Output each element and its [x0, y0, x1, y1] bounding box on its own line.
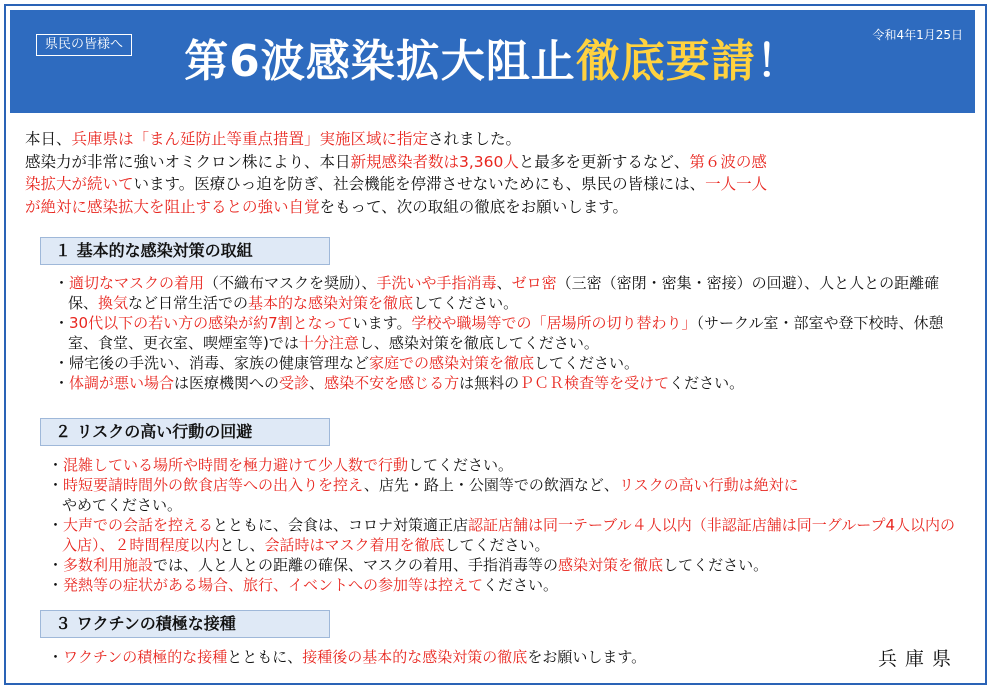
- item-seg: をお願いします。: [527, 648, 647, 666]
- intro-seg: 本日、: [25, 130, 72, 148]
- item-seg-red: 接種後の基本的な感染対策の徹底: [302, 648, 528, 666]
- section-3-list: [48, 647, 828, 667]
- item-seg-red: ゼロ密: [511, 274, 557, 292]
- list-item: [54, 373, 964, 393]
- list-item: [48, 475, 958, 515]
- item-seg-red: 家庭での感染対策を徹底: [369, 354, 535, 372]
- section-2-list: [48, 455, 958, 595]
- item-seg: （不織布マスクを奨励）、: [204, 274, 377, 292]
- item-seg-red: 体調が悪い場合: [69, 374, 175, 392]
- list-item: [48, 515, 958, 555]
- intro-seg-red: 染拡大が続いて: [25, 175, 134, 193]
- item-seg-red: 多数利用施設: [63, 556, 154, 574]
- item-seg: してください。: [408, 456, 514, 474]
- list-item: [48, 555, 958, 575]
- item-seg: 、: [496, 274, 512, 292]
- item-seg-red: 受診: [279, 374, 310, 392]
- item-seg-red: 30代以下の若い方の感染が約7割となって: [69, 314, 353, 332]
- item-seg-red: 少人数で行動: [318, 456, 409, 474]
- intro-seg: をもって、次の取組の徹底をお願いします。: [319, 197, 628, 216]
- item-seg-red: 換気: [98, 294, 129, 312]
- item-seg: とし、: [219, 536, 265, 554]
- item-seg: ください。: [107, 496, 183, 514]
- item-seg-red: 感染不安を感じる方: [324, 374, 460, 392]
- item-seg-red: ワクチンの積極的な接種: [63, 648, 228, 666]
- item-seg: ください。: [483, 576, 559, 594]
- item-seg: してください。: [663, 556, 769, 574]
- item-seg-red: 学校や職場等での「居場所の切り替わり」: [411, 314, 697, 332]
- title-yellow: 徹底要請: [575, 36, 756, 87]
- intro-paragraph-2: [25, 151, 975, 219]
- item-seg: とともに、: [227, 648, 303, 666]
- item-seg: など日常生活での: [128, 294, 249, 312]
- item-seg: （三密（密閉・密集・密接）の回避）、人と人との距離確保、: [68, 274, 940, 312]
- intro-seg: と最多を更新するなど、: [518, 152, 690, 171]
- item-seg: 帰宅後の手洗い、消毒、家族の健康管理など: [69, 354, 370, 372]
- intro-seg: います。医療ひっ迫を防ぎ、社会機能を停滞させないためにも、県民の皆様には、: [133, 175, 706, 193]
- header-banner: [10, 10, 975, 113]
- item-seg: ください。: [669, 374, 745, 392]
- item-seg-red: 会話時はマスク着用を徹底: [264, 536, 445, 554]
- item-seg-red: 手洗いや手指消毒: [376, 274, 497, 292]
- section-heading-3: ３ ワクチンの積極な接種: [40, 610, 330, 638]
- intro-seg-red: 兵庫県は「まん延防止等重点措置」実施区域に指定: [71, 130, 429, 148]
- item-seg: 、: [309, 374, 325, 392]
- item-seg: 、店先・路上・公園等での飲酒など、: [363, 476, 619, 494]
- item-seg-red: 大声での会話を控える: [63, 516, 214, 534]
- audience-label: 県民の皆様へ: [36, 34, 132, 56]
- item-seg-red: 認証店舗は同一テーブル４人以内（非認証店舗は同一グループ4人以内の入店）、２時間程度以内: [62, 516, 956, 554]
- item-seg-red: 発熱等の症状がある場合、旅行、イベントへの参加等は控えて: [63, 576, 484, 594]
- item-seg: います。: [352, 314, 412, 332]
- item-seg-red: リスクの高い行動は絶対に: [618, 476, 799, 494]
- item-seg: は無料の: [459, 374, 520, 392]
- list-item: [54, 273, 964, 313]
- intro-text: [25, 128, 975, 218]
- item-seg-red: 混雑している場所や時間を極力避けて: [63, 456, 319, 474]
- item-seg: してください。: [413, 294, 519, 312]
- section-1-list: [54, 273, 964, 393]
- item-seg-red: 十分注意: [298, 334, 359, 352]
- list-item: [48, 575, 958, 595]
- intro-seg-red: 一人一人: [705, 175, 768, 193]
- intro-seg-red: 第６波の感: [689, 152, 767, 171]
- page-title: [10, 34, 975, 90]
- list-item: [48, 455, 958, 475]
- list-item: [54, 313, 964, 353]
- title-exclamation: ！: [755, 36, 801, 87]
- item-seg: し、感染対策を徹底してください。: [358, 334, 599, 352]
- section-heading-2: ２ リスクの高い行動の回避: [40, 418, 330, 446]
- item-seg: とともに、会食は、コロナ対策適正店: [213, 516, 469, 534]
- item-seg: は医療機関への: [174, 374, 280, 392]
- item-seg: （サークル室・部室や登下校時、休憩室、食堂、更衣室、喫煙室等)では: [68, 314, 944, 352]
- intro-seg-red: が絶対に感染拡大を阻止するとの強い自覚: [25, 197, 320, 216]
- item-seg: してください。: [444, 536, 550, 554]
- item-seg-red: 適切なマスクの着用: [69, 274, 205, 292]
- section-heading-1: １ 基本的な感染対策の取組: [40, 237, 330, 265]
- item-seg-red: 感染対策を徹底: [558, 556, 664, 574]
- item-seg: やめて: [62, 496, 108, 514]
- date-label: 令和4年1月25日: [872, 28, 963, 42]
- item-seg-red: ＰＣＲ検査等を受けて: [519, 374, 670, 392]
- item-seg: では、人と人との距離の確保、マスクの着用、手指消毒等の: [153, 556, 559, 574]
- item-seg-red: 時短要請時間外の飲食店等への出入りを控え: [63, 476, 364, 494]
- title-white: 第6波感染拡大阻止: [184, 36, 576, 87]
- intro-seg: 感染力が非常に強いオミクロン株により、本日: [25, 152, 351, 171]
- intro-seg-red: 新規感染者数は3,360人: [350, 152, 519, 171]
- item-seg-red: 基本的な感染対策を徹底: [248, 294, 414, 312]
- intro-line-1: [25, 128, 975, 151]
- issuer-label: 兵庫県: [877, 648, 959, 670]
- item-seg: してください。: [534, 354, 640, 372]
- list-item: [48, 647, 828, 667]
- list-item: [54, 353, 964, 373]
- intro-seg: されました。: [428, 130, 522, 148]
